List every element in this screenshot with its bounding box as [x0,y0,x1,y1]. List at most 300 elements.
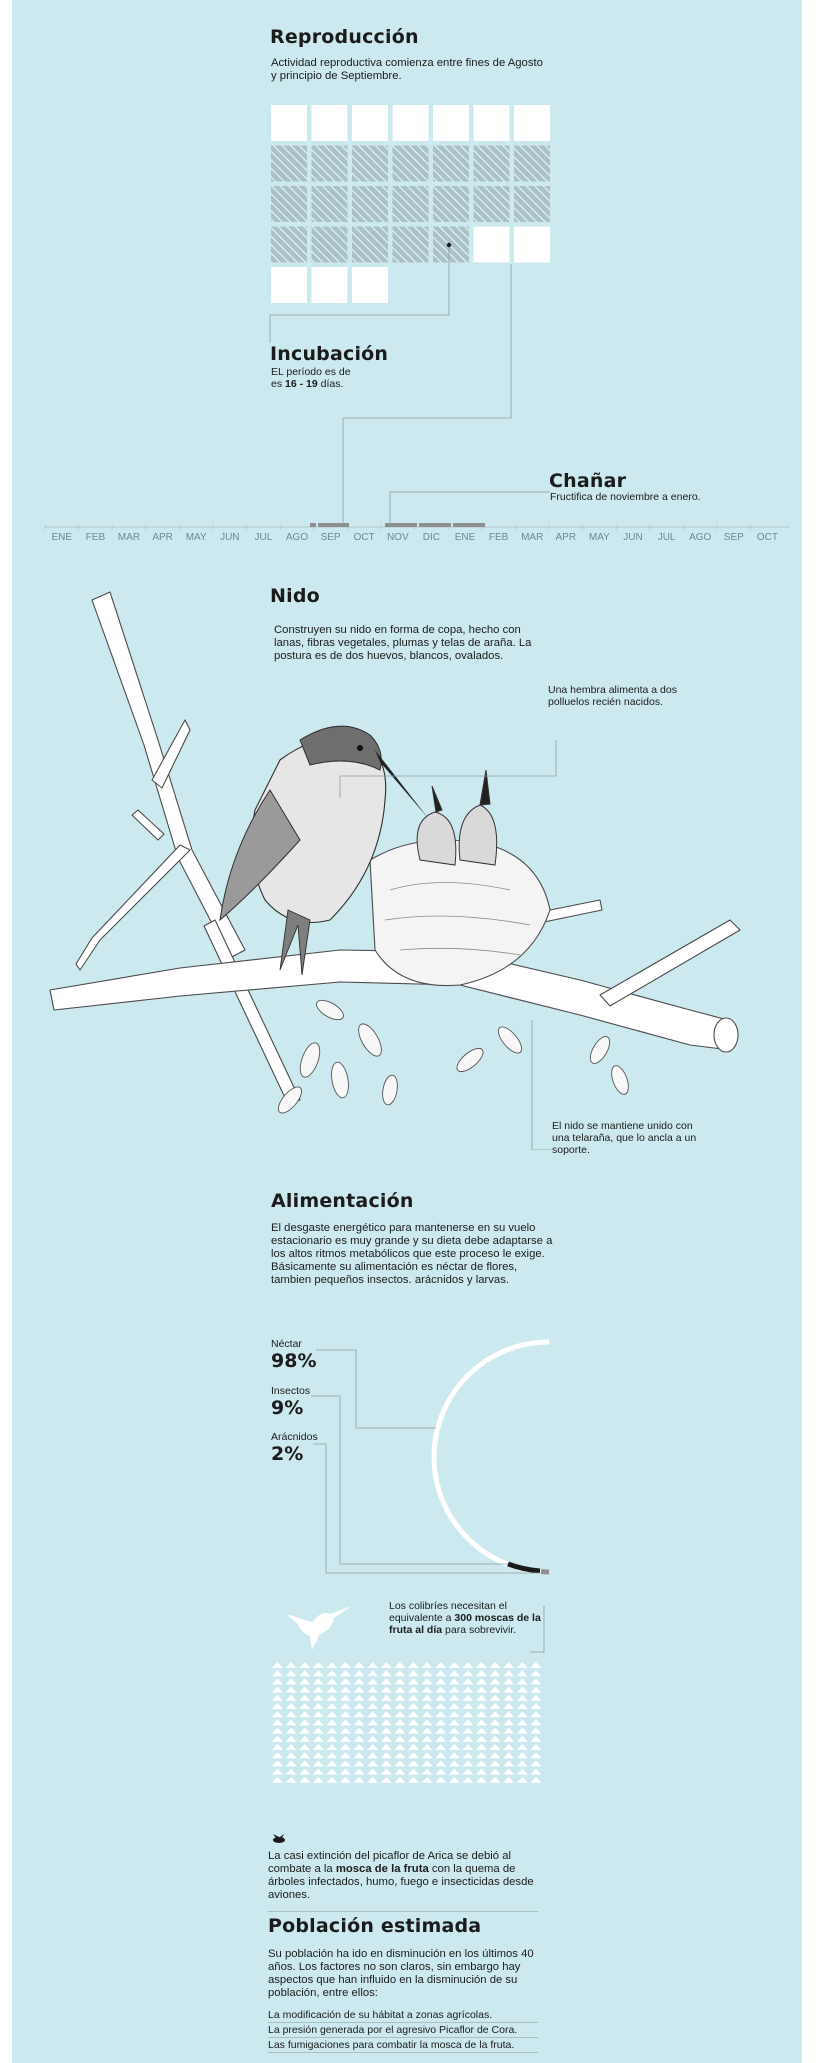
factor-item: Las fumigaciones para combatir la mosca de la fruta. [268,2038,538,2053]
timeline-month-label: DIC [422,532,441,543]
nido-title: Nido [270,585,320,607]
timeline-month-label: APR [152,532,173,543]
fly-mark [286,1752,297,1758]
fly-mark [340,1695,351,1701]
fly-mark [326,1719,337,1725]
calendar-day-incubation [352,146,388,182]
fly-mark [490,1687,501,1693]
fly-mark [326,1736,337,1742]
fly-mark [476,1695,487,1701]
fly-mark [299,1703,310,1709]
fly-mark [381,1687,392,1693]
fly-mark [476,1777,487,1783]
fly-mark [449,1678,460,1684]
fly-mark [313,1695,324,1701]
fly-mark [449,1760,460,1766]
fly-mark [517,1719,528,1725]
fly-mark [449,1769,460,1775]
fly-mark [408,1711,419,1717]
fly-mark [299,1719,310,1725]
fly-mark [435,1678,446,1684]
timeline-month-label: SEP [723,532,744,543]
reproduccion-connector [343,264,511,526]
fly-mark [490,1752,501,1758]
calendar-day-incubation [393,186,429,222]
fly-mark [462,1760,473,1766]
fly-mark [340,1703,351,1709]
fly-mark [517,1769,528,1775]
fly-mark [299,1670,310,1676]
incubacion-line2 [271,378,391,390]
fly-mark [326,1687,337,1693]
timeline-month-label: APR [555,532,577,543]
calendar-day [352,105,388,141]
reproduccion-desc: Actividad reproductiva comienza entre fines de Agosto y principio de Septiembre. [271,57,543,82]
fly-mark [299,1760,310,1766]
fly-mark [340,1744,351,1750]
fly-mark [449,1703,460,1709]
poblacion-desc: Su población ha ido en disminución en los últimos 40 años. Los factores no son claros, sin embargo hay aspectos que han influido en la disminución de su población, entre ellos: [268,1948,534,1999]
fly-mark [449,1777,460,1783]
arc-aracnidos [541,1572,549,1573]
timeline-month-label: ENE [454,532,476,543]
twig-2 [76,845,190,970]
fly-mark [422,1662,433,1668]
fly-mark [299,1736,310,1742]
timeline-month-label: FEB [85,532,106,543]
fly-mark [476,1760,487,1766]
fly-mark [530,1711,541,1717]
incubacion-prefix: es [271,378,283,390]
fly-mark [286,1711,297,1717]
fly-mark [286,1719,297,1725]
fly-mark [313,1670,324,1676]
fly-mark [367,1777,378,1783]
fly-mark [367,1695,378,1701]
fly-mark [449,1719,460,1725]
fly-mark [340,1769,351,1775]
fly-mark [354,1687,365,1693]
fly-mark [354,1760,365,1766]
fly-mark [354,1711,365,1717]
diet-value: 2% [271,1443,304,1465]
calendar-day-incubation [514,146,550,182]
fly-mark [354,1752,365,1758]
reproduccion-title: Reproducción [270,26,419,48]
fly-mark [435,1736,446,1742]
fly-mark [354,1678,365,1684]
calendar-day-incubation [393,227,429,263]
calendar-day [271,267,307,303]
hummingbird-icon [282,1600,354,1652]
fly-mark [422,1736,433,1742]
fly-mark [340,1719,351,1725]
fly-mark [381,1670,392,1676]
fly-mark [394,1719,405,1725]
fly-mark [462,1752,473,1758]
fly-mark [381,1769,392,1775]
incubacion-suffix: días. [320,378,344,390]
fly-mark [313,1744,324,1750]
fly-mark [367,1728,378,1734]
fly-mark [530,1678,541,1684]
fly-mark [422,1719,433,1725]
fly-mark [299,1769,310,1775]
fly-mark [286,1703,297,1709]
fly-mark [435,1670,446,1676]
fly-mark [272,1760,283,1766]
calendar-day [474,227,510,263]
timeline-month-label: AGO [689,532,712,543]
fly-mark [381,1752,392,1758]
fly-mark [517,1728,528,1734]
fly-mark [381,1711,392,1717]
fly-grid [270,1660,550,1825]
branch-cut-end [714,1018,738,1052]
fly-mark [517,1678,528,1684]
fly-mark [340,1777,351,1783]
fly-mark [408,1769,419,1775]
fly-mark [462,1769,473,1775]
fly-mark [422,1744,433,1750]
fly-mark [530,1736,541,1742]
fly-mark [367,1744,378,1750]
fly-mark [490,1719,501,1725]
fly-mark [272,1744,283,1750]
fly-mark [435,1777,446,1783]
flies-note-bracket [380,1600,550,1660]
fly-mark [503,1695,514,1701]
fly-mark [272,1719,283,1725]
fly-mark [286,1662,297,1668]
fly-mark [286,1744,297,1750]
fly-mark [313,1711,324,1717]
extinction-pre: La casi extinción del picaflor de Arica se debió al combate a la [268,1850,512,1875]
incubacion-desc [271,366,391,390]
web-leader [532,1020,552,1150]
fly-mark [422,1670,433,1676]
fly-mark [408,1744,419,1750]
fly-mark [381,1728,392,1734]
fly-mark [326,1703,337,1709]
fly-mark [408,1736,419,1742]
fly-mark [503,1670,514,1676]
fly-mark [517,1752,528,1758]
fly-mark [272,1769,283,1775]
fly-mark [394,1711,405,1717]
timeline-month-label: MAR [521,532,544,543]
fly-mark [367,1703,378,1709]
extinction-bold: mosca de la fruta [335,1863,429,1875]
fly-mark [381,1744,392,1750]
fly-mark [503,1728,514,1734]
fly-mark [299,1777,310,1783]
fly-mark [435,1719,446,1725]
fly-mark [313,1736,324,1742]
incubacion-marker [447,243,451,247]
fly-mark [394,1728,405,1734]
fly-mark [340,1736,351,1742]
calendar-day-incubation [393,146,429,182]
calendar-day-incubation [433,186,469,222]
calendar-day [474,105,510,141]
fly-mark [490,1678,501,1684]
fly-mark [476,1769,487,1775]
fly-mark [286,1678,297,1684]
fly-mark [490,1769,501,1775]
fly-mark [381,1736,392,1742]
fly-mark [408,1777,419,1783]
fly-mark [354,1670,365,1676]
fly-mark [476,1670,487,1676]
fly-mark [517,1711,528,1717]
fly-mark [326,1777,337,1783]
fly-mark [476,1744,487,1750]
fly-mark [435,1744,446,1750]
calendar-day [312,105,348,141]
fruit-fly-icon [271,1834,287,1844]
timeline-month-label: OCT [756,532,778,543]
fly-mark [408,1695,419,1701]
calendar-day-incubation [514,186,550,222]
fly-mark [340,1670,351,1676]
fly-mark [381,1703,392,1709]
fly-mark [503,1752,514,1758]
fly-mark [381,1719,392,1725]
fly-mark [272,1670,283,1676]
fly-mark [435,1662,446,1668]
calendar-day-incubation [352,186,388,222]
fly-mark [462,1670,473,1676]
timeline-month-label: MAY [588,532,610,543]
fly-mark [408,1752,419,1758]
fly-mark [326,1728,337,1734]
diet-label: Insectos [271,1385,311,1397]
fly-mark [299,1662,310,1668]
fly-mark [367,1752,378,1758]
fly-mark [313,1687,324,1693]
fly-mark [354,1777,365,1783]
fly-mark [422,1711,433,1717]
diet-label: Arácnidos [271,1431,318,1443]
fly-mark [517,1703,528,1709]
fly-mark [313,1752,324,1758]
fly-mark [340,1760,351,1766]
fly-mark [490,1760,501,1766]
fly-mark [313,1662,324,1668]
fly-mark [394,1678,405,1684]
calendar-day [514,105,550,141]
calendar-day [271,105,307,141]
fly-mark [462,1719,473,1725]
nest-illustration [40,590,760,1150]
fly-mark [449,1728,460,1734]
fly-mark [299,1752,310,1758]
fly-mark [272,1736,283,1742]
timeline-month-label: FEB [488,532,509,543]
calendar-day-incubation [271,227,307,263]
fly-mark [490,1662,501,1668]
fly-mark [530,1728,541,1734]
divider [268,1911,538,1912]
chanar-title: Chañar [549,470,627,492]
fly-mark [449,1687,460,1693]
fly-mark [299,1695,310,1701]
fly-mark [394,1695,405,1701]
fly-mark [326,1744,337,1750]
fly-mark [462,1695,473,1701]
fly-mark [354,1703,365,1709]
fly-mark [462,1711,473,1717]
diet-label: Néctar [271,1338,302,1350]
alimentacion-desc: El desgaste energético para mantenerse en su vuelo estacionario es muy grande y su dieta debe adaptarse a los altos ritmos metabólicos que este proceso le exige. Básicamente su alimentación es néctar de flores, tambien pequeños insectos. arácnidos y larvas. [271,1222,553,1286]
fly-mark [530,1719,541,1725]
fly-mark [394,1670,405,1676]
incubacion-title: Incubación [270,343,389,365]
fly-mark [394,1703,405,1709]
fly-mark [476,1711,487,1717]
fly-mark [340,1728,351,1734]
calendar-day-incubation [474,146,510,182]
fly-mark [381,1777,392,1783]
fly-mark [517,1695,528,1701]
fly-mark [272,1662,283,1668]
fly-mark [503,1703,514,1709]
calendar-day [312,267,348,303]
fly-mark [517,1744,528,1750]
leader-insectos [311,1396,508,1564]
fly-mark [394,1662,405,1668]
fly-mark [299,1678,310,1684]
calendar-day [514,227,550,263]
calendar-day-incubation [352,227,388,263]
chanar-desc: Fructifica de noviembre a enero. [550,491,701,503]
fly-mark [340,1662,351,1668]
fly-mark [462,1687,473,1693]
fly-mark [503,1769,514,1775]
fly-mark [503,1711,514,1717]
fly-mark [408,1760,419,1766]
fly-mark [354,1736,365,1742]
fly-mark [340,1711,351,1717]
fly-mark [272,1678,283,1684]
leader-aracnidos [313,1444,545,1573]
fly-mark [503,1687,514,1693]
fly-mark [354,1728,365,1734]
fly-mark [408,1687,419,1693]
poblacion-factors [268,2008,538,2053]
fly-mark [449,1670,460,1676]
fly-mark [422,1728,433,1734]
fly-mark [530,1695,541,1701]
fly-mark [286,1670,297,1676]
diet-value: 98% [271,1350,317,1372]
fly-mark [394,1744,405,1750]
fly-mark [286,1760,297,1766]
fly-mark [435,1752,446,1758]
fly-mark [326,1760,337,1766]
chanar-bar-ene [453,523,485,527]
fly-mark [354,1695,365,1701]
fly-mark [408,1662,419,1668]
nido-note-web: El nido se mantiene unido con una telaraña, que lo ancla a un soporte. [552,1120,697,1156]
fly-mark [354,1719,365,1725]
incubacion-range: 16 - 19 [285,378,318,390]
fly-mark [340,1678,351,1684]
fly-mark [476,1662,487,1668]
fly-mark [449,1744,460,1750]
fly-mark [490,1744,501,1750]
timeline-month-label: MAR [117,532,141,543]
extinction-note [268,1850,538,1902]
fly-mark [367,1678,378,1684]
fly-mark [326,1711,337,1717]
fly-mark [462,1678,473,1684]
fly-mark [286,1687,297,1693]
fly-mark [381,1695,392,1701]
fly-mark [530,1777,541,1783]
fly-mark [313,1769,324,1775]
fly-mark [462,1662,473,1668]
fly-mark [462,1744,473,1750]
fly-mark [272,1777,283,1783]
fly-mark [408,1719,419,1725]
calendar-day-incubation [312,186,348,222]
fly-mark [422,1678,433,1684]
reproduccion-calendar [0,0,820,560]
fly-mark [272,1728,283,1734]
timeline-month-label: MAY [185,532,207,543]
fly-mark [530,1744,541,1750]
fly-mark [517,1777,528,1783]
fly-mark [299,1728,310,1734]
timeline-month-label: AGO [285,532,309,543]
calendar-day-incubation [474,186,510,222]
chanar-bar-dic [419,523,451,527]
fly-mark [435,1711,446,1717]
timeline-month-label: NOV [386,532,409,543]
right-twig [600,920,740,1006]
fly-mark [313,1728,324,1734]
fly-mark [476,1719,487,1725]
fly-mark [449,1695,460,1701]
fly-mark [422,1769,433,1775]
calendar-day-incubation [312,227,348,263]
fly-mark [326,1670,337,1676]
poblacion-title: Población estimada [268,1915,482,1937]
nido-note-feed: Una hembra alimenta a dos polluelos recién nacidos. [548,684,677,708]
fly-mark [422,1703,433,1709]
nido-desc: Construyen su nido en forma de copa, hecho con lanas, fibras vegetales, plumas y telas de araña. La postura es de dos huevos, blancos, ovalados. [274,624,532,662]
fly-mark [394,1777,405,1783]
fly-mark [313,1777,324,1783]
fly-mark [286,1769,297,1775]
fly-mark [299,1744,310,1750]
fly-mark [435,1687,446,1693]
twig-3 [132,810,164,840]
fly-mark [367,1670,378,1676]
calendar-day [433,105,469,141]
fly-mark [354,1744,365,1750]
fly-mark [476,1736,487,1742]
fly-mark [449,1736,460,1742]
fly-mark [326,1752,337,1758]
fly-mark [286,1736,297,1742]
extinction-post: con la quema de árboles infectados, humo, fuego e insecticidas desde aviones. [268,1863,534,1901]
fly-mark [517,1736,528,1742]
fly-mark [299,1711,310,1717]
fly-mark [530,1752,541,1758]
